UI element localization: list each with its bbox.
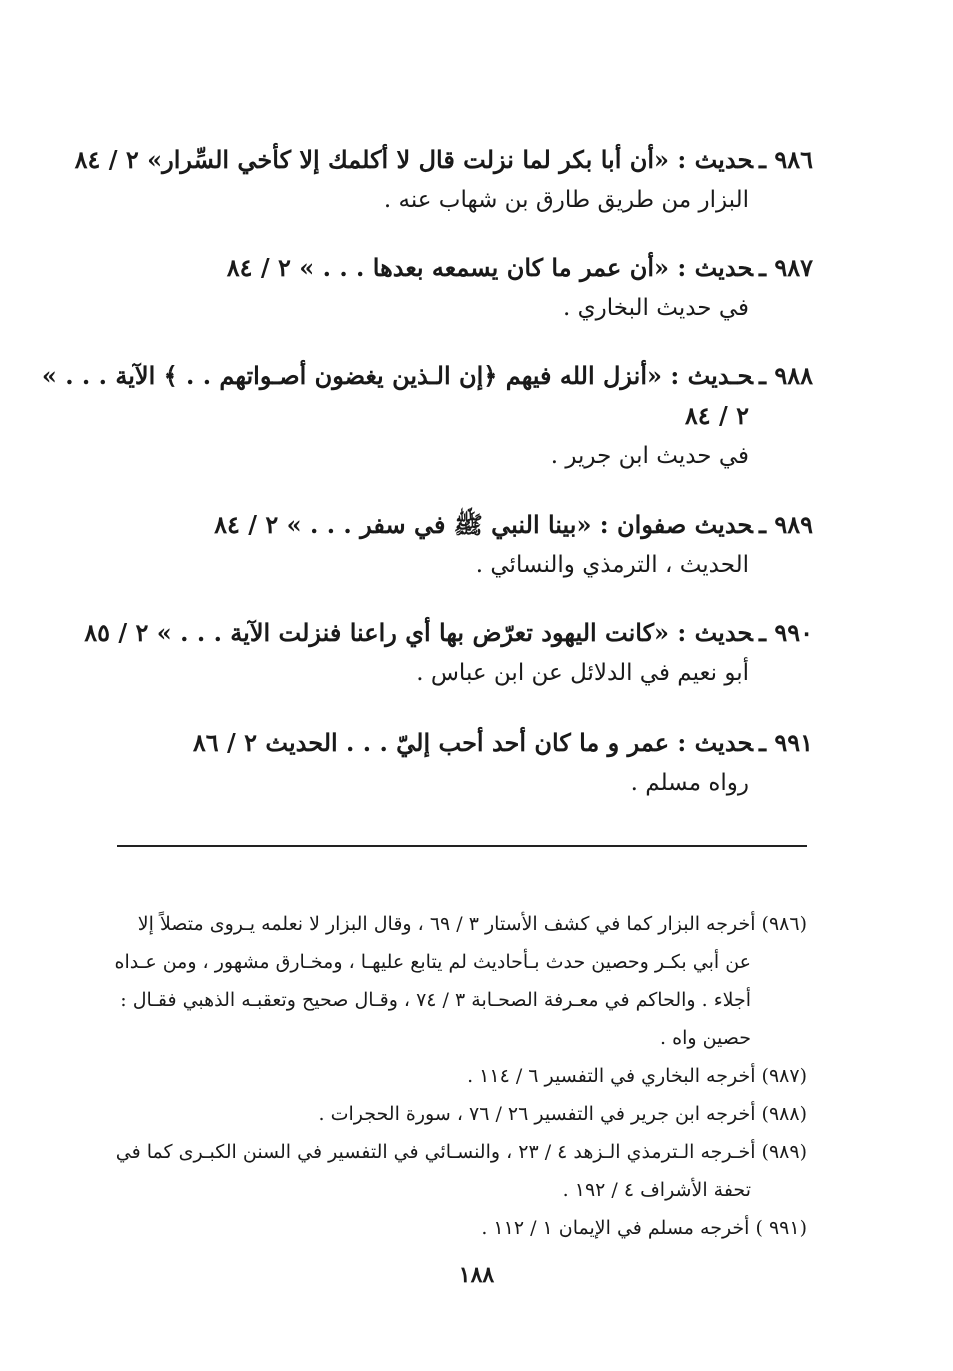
entry-number: ٩٩٠ ـ [758,618,813,647]
page-number: ١٨٨ [458,1262,495,1288]
entry-number: ٩٨٦ ـ [758,145,813,174]
footnote-text: (٩٨٨) أخرجه ابن جرير في التفسير ٢٦ / ٧٦ ، سورة الحجرات . [318,1103,807,1125]
hadith-entry-989 [214,505,813,585]
entry-number: ٩٨٧ ـ [758,253,813,282]
footnote-text: (٩٨٧) أخرجه البخاري في التفسير ٦ / ١١٤ . [467,1065,807,1087]
entry-heading [42,356,813,396]
hadith-entry-990 [84,613,813,693]
entry-title: حديث : «كانت اليهود تعرّض بها أي راعنا فنزلت الآية . . . » ٢ / ٨٥ [84,618,753,647]
entry-heading [214,505,813,545]
entry-source: أبو نعيم في الدلائل عن ابن عباس . [416,660,749,686]
entry-number: ٩٨٩ ـ [758,510,813,539]
hadith-entry-988 [42,356,813,476]
entry-number: ٩٩١ ـ [758,728,813,757]
entry-source: الحديث ، الترمذي والنسائي . [475,552,749,578]
footnote-text: عن أبي بكـر وحصين حدث بـأحاديث لم يتابع عليهـا ، ومخـارق مشهور ، ومن عـداه [114,951,751,973]
entry-title: حديث : عمر و ما كان أحد أحب إليّ . . . الحديث ٢ / ٨٦ [192,728,753,757]
footnote-988 [107,1095,807,1133]
hadith-entry-986 [75,140,813,220]
entry-number: ٩٨٨ ـ [758,361,813,390]
entry-source: رواه مسلم . [630,770,749,796]
entry-source: في حديث البخاري . [563,295,749,321]
entry-heading [227,248,813,288]
entry-title: حديث صفوان : «بينا النبي ﷺ في سفر . . . » ٢ / ٨٤ [214,510,753,539]
footnote-991 [107,1209,807,1247]
entry-heading [193,723,813,763]
footnote-text: (٩٨٦) أخرجه البزار كما في كشف الأستار ٣ / ٦٩ ، وقال البزار لا نعلمه يـروى متصلاً إلا [137,913,807,935]
entry-title: حـديث : «أنزل الله فيهم ﴿إن الـذين يغضون أصـواتهم . . ﴾ الآية . . . » [41,361,753,390]
footnotes [107,905,807,1247]
hadith-entry-991 [193,723,813,803]
footnote-text: أجلاء . والحاكم في معـرفة الصحـابة ٣ / ٧٤ ، وقـال صحيح وتعقبـه الذهبي فقـال : [120,989,751,1011]
footnote-text: (٩٩١ ) أخرجه مسلم في الإيمان ١ / ١١٢ . [481,1217,807,1239]
entry-title: حديث : «أن أبا بكر لما نزلت قال لا أكلمك إلا كأخي السِّرار» ٢ / ٨٤ [74,145,753,174]
footnote-text: حصين واه . [660,1027,751,1049]
footnote-987 [107,1057,807,1095]
footnote-989 [107,1133,807,1209]
footnote-text: (٩٨٩) أخـرجه الـترمذي الـزهد ٤ / ٢٣ ، والنسـائي في التفسير في السنن الكبـرى كما في [115,1141,807,1163]
footnote-divider [117,845,807,847]
footnote-986 [107,905,807,1057]
hadith-entry-987 [227,248,813,328]
entry-heading [75,140,813,180]
entry-heading [84,613,813,653]
entry-reference: ٢ / ٨٤ [684,401,749,430]
footnote-text: تحفة الأشراف ٤ / ١٩٢ . [562,1179,751,1201]
entry-title: حديث : «أن عمر ما كان يسمعه بعدها . . . » ٢ / ٨٤ [226,253,753,282]
entry-source: البزار من طريق طارق بن شهاب عنه . [383,187,749,213]
entry-source: في حديث ابن جرير . [550,443,749,469]
